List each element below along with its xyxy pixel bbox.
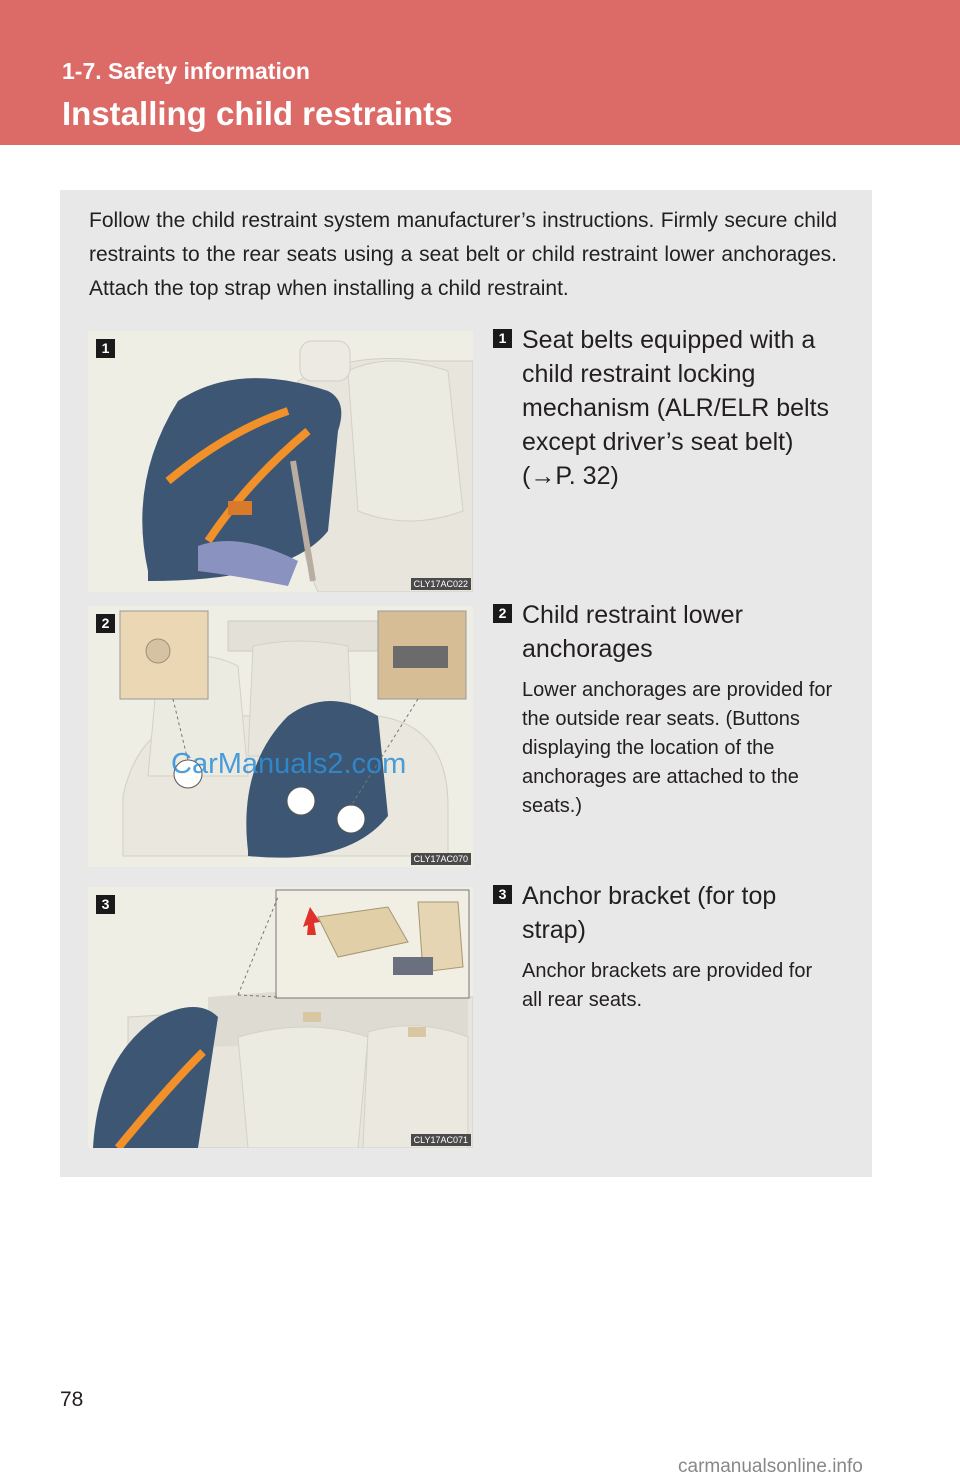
item-number-badge: 1: [493, 329, 512, 348]
figure-code: CLY17AC070: [411, 853, 471, 865]
lower-anchorages-illustration: [88, 606, 473, 867]
content-panel: [60, 190, 872, 1177]
figure-number-badge: 2: [96, 614, 115, 633]
figure-number-badge: 1: [96, 339, 115, 358]
figure-number-badge: 3: [96, 895, 115, 914]
figure-code: CLY17AC071: [411, 1134, 471, 1146]
item-heading: Seat belts equipped with a child restraint locking mechanism (ALR/ELR belts except driver’s seat belt) (→P. 32): [522, 326, 830, 490]
figure-code: CLY17AC022: [411, 578, 471, 590]
watermark-text: CarManuals2.com: [171, 748, 407, 780]
item-lower-anchorages: [493, 598, 837, 821]
item-description: Lower anchorages are provided for the outside rear seats. (Buttons displaying the location of the anchorages are attached to the seats.): [522, 679, 833, 817]
item-seat-belts: [493, 323, 837, 493]
anchor-bracket-illustration: [88, 887, 473, 1148]
page-number: 78: [60, 1388, 84, 1411]
chapter-header: [0, 0, 960, 145]
item-heading: Child restraint lower anchorages: [522, 601, 743, 663]
intro-paragraph: Follow the child restraint system manufacturer’s instructions. Firmly secure child restraints to the rear seats using a seat belt or child restraint lower anchorages. Attach the top strap when installing a child restraint.: [89, 209, 837, 300]
item-number-badge: 3: [493, 885, 512, 904]
item-description: Anchor brackets are provided for all rear seats.: [522, 960, 813, 1011]
section-label: 1-7. Safety information: [62, 58, 310, 84]
footer-site: carmanualsonline.info: [678, 1456, 863, 1477]
item-anchor-bracket: [493, 879, 837, 1015]
figure-seat-belt: [88, 331, 473, 592]
page-title: Installing child restraints: [62, 95, 453, 132]
item-heading: Anchor bracket (for top strap): [522, 882, 777, 944]
item-number-badge: 2: [493, 604, 512, 623]
figure-anchor-bracket: [88, 887, 473, 1148]
figure-lower-anchorages: [88, 606, 473, 867]
seat-belt-illustration: [88, 331, 473, 592]
